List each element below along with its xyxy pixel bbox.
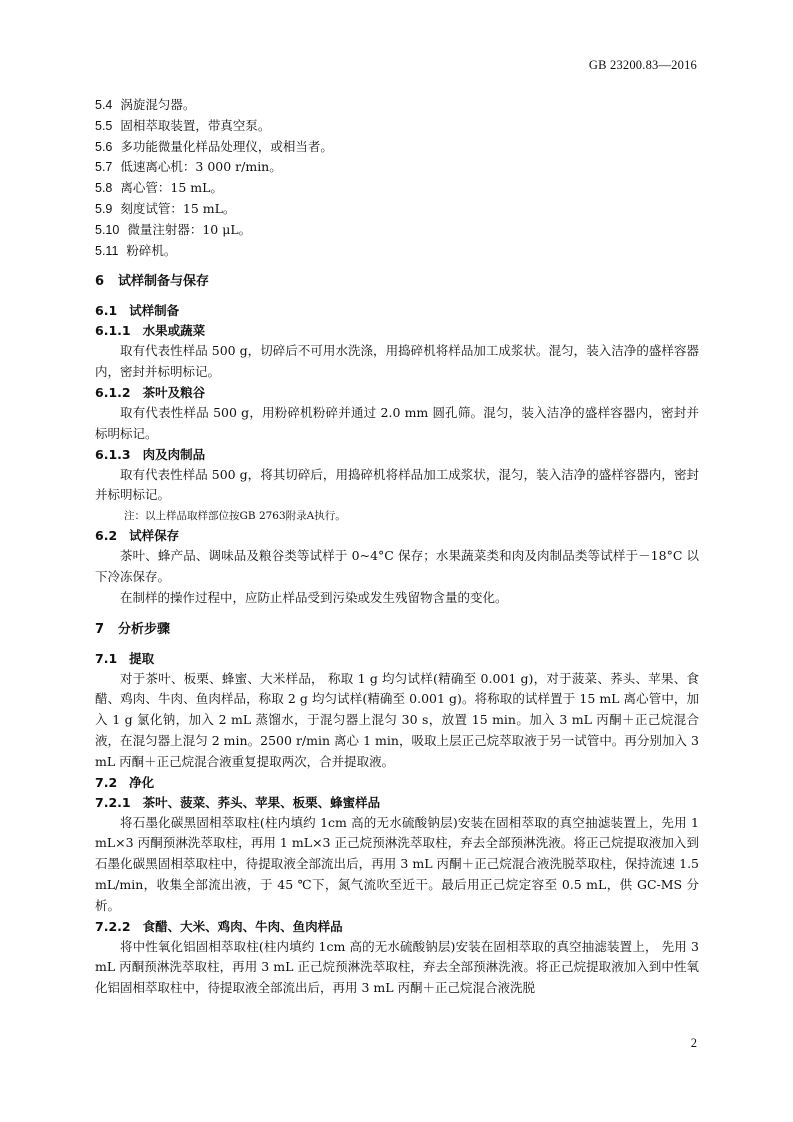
- section-6-1-heading: 6.1 试样制备: [95, 303, 180, 319]
- section-7-2-1-text: 将石墨化碳黑固相萃取柱(柱内填约 1cm 高的无水硫酸钠层)安装在固相萃取的真空抽滤装置上，先用 1 mL×3 丙酮预淋洗萃取柱，再用 1 mL×3 正己烷预淋洗萃取柱，弃去全部预淋洗液。将正己烷提取液加入到石墨化碳黑固相萃取柱中，待提取液全部流出后，再用 3 mL 丙酮＋正己烷混合液洗脱萃取柱，保持流速 1.5 mL/min，收集全部流出液，于 45 ℃下，氮气流吹至近干。最后用正己烷定容至 0.5 mL，供 GC-MS 分析。: [95, 814, 699, 913]
- list-item: 5.9 刻度试管：15 mL。: [95, 200, 236, 216]
- section-6-1-3-text: 取有代表性样品 500 g，将其切碎后，用捣碎机将样品加工成浆状，混匀，装入洁净的盛样容器内，密封并标明标记。: [95, 466, 699, 503]
- section-6-2-text-1: 茶叶、蜂产品、调味品及粮谷类等试样于 0~4°C 保存；水果蔬菜类和肉及肉制品类等试样于－18°C 以下冷冻保存。: [95, 548, 699, 584]
- section-6-2-heading: 6.2 试样保存: [95, 528, 180, 544]
- section-7-2-heading: 7.2 净化: [95, 774, 155, 790]
- section-7-heading: 7 分析步骤: [95, 621, 171, 637]
- list-item: 5.10 微量注射器：10 μL。: [95, 221, 252, 237]
- standard-code: GB 23200.83—2016: [588, 58, 697, 72]
- list-item: 5.5 固相萃取装置，带真空泵。: [95, 117, 271, 133]
- list-item: 5.11 粉碎机。: [95, 242, 177, 258]
- list-item: 5.6 多功能微量化样品处理仪，或相当者。: [95, 138, 333, 154]
- section-6-2-text-2: 在制样的操作过程中，应防止样品受到污染或发生残留物含量的变化。: [120, 589, 508, 605]
- section-7-2-1-heading: 7.2.1 茶叶、菠菜、荞头、苹果、板栗、蜂蜜样品: [95, 794, 381, 810]
- section-7-2-2-text: 将中性氧化铝固相萃取柱(柱内填约 1cm 高的无水硫酸钠层)安装在固相萃取的真空抽滤装置上， 先用 3 mL 丙酮预淋洗萃取柱，再用 3 mL 正己烷预淋洗萃取柱，弃去全部预淋洗液。将正己烷提取液加入到中性氧化铝固相萃取柱中，待提取液全部流出后，再用 3 mL 丙酮＋正己烷混合液洗脱: [95, 938, 699, 996]
- page-number: 2: [690, 1036, 697, 1050]
- section-6-1-1-text: 取有代表性样品 500 g，切碎后不可用水洗涤，用捣碎机将样品加工成浆状。混匀，装入洁净的盛样容器内，密封并标明标记。: [95, 343, 699, 380]
- section-7-1-heading: 7.1 提取: [95, 650, 155, 666]
- section-6-heading: 6 试样制备与保存: [95, 274, 210, 290]
- section-6-1-2-text: 取有代表性样品 500 g，用粉碎机粉碎并通过 2.0 mm 圆孔筛。混匀，装入洁净的盛样容器内，密封并标明标记。: [95, 404, 699, 441]
- document-body: [95, 95, 699, 999]
- list-item: 5.7 低速离心机：3 000 r/min。: [95, 159, 282, 175]
- equipment-list: [95, 95, 699, 261]
- section-7-2-2-heading: 7.2.2 食醋、大米、鸡肉、牛肉、鱼肉样品: [95, 918, 343, 934]
- list-item: 5.8 离心管：15 mL。: [95, 180, 223, 196]
- section-6-1-2-heading: 6.1.2 茶叶及粮谷: [95, 384, 206, 400]
- section-6-1-1-heading: 6.1.1 水果或蔬菜: [95, 323, 206, 339]
- section-7-1-text: 对于茶叶、板栗、蜂蜜、大米样品， 称取 1 g 均匀试样(精确至 0.001 g)，对于菠菜、荞头、苹果、食醋、鸡肉、牛肉、鱼肉样品，称取 2 g 均匀试样(精确至 0.001 g)。将称取的试样置于 15 mL 离心管中，加入 1 g 氯化钠，加入 2 mL 蒸馏水，于混匀器上混匀 30 s，放置 15 min。加入 3 mL 丙酮＋正己烷混合液，在混匀器上混匀 2 min。2500 r/min 离心 1 min，吸取上层正己烷萃取液于另一试管中。再分别加入 3 mL 丙酮＋正己烷混合液重复提取两次，合并提取液。: [95, 670, 699, 769]
- list-item: 5.4 涡旋混匀器。: [95, 97, 196, 112]
- sampling-note: 注：以上样品取样部位按GB 2763附录A执行。: [124, 510, 346, 523]
- section-6-1-3-heading: 6.1.3 肉及肉制品: [95, 446, 206, 462]
